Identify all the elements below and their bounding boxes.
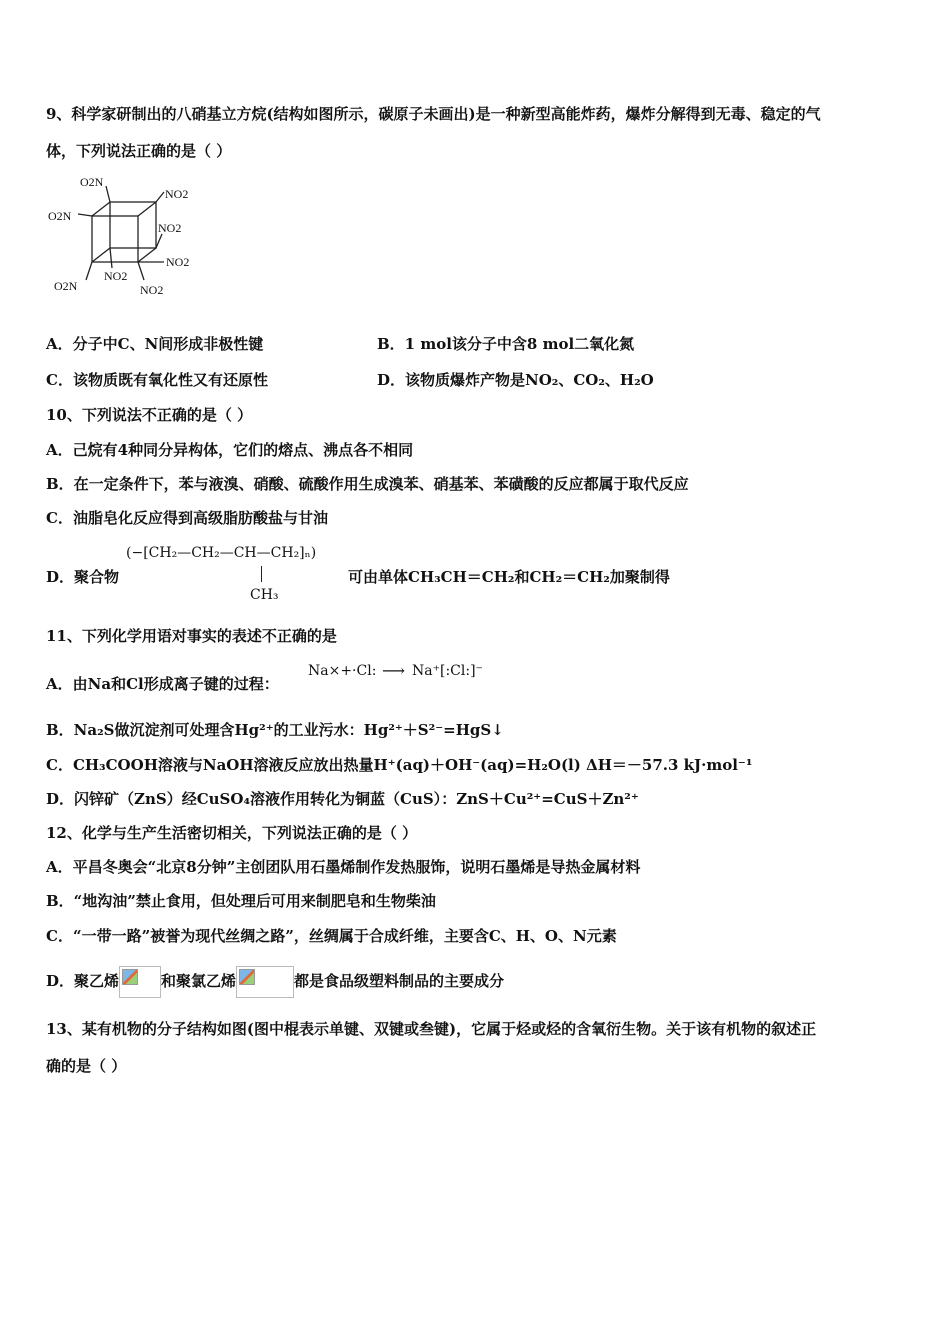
q13-stem-line1: 13、某有机物的分子结构如图(图中棍表示单键、双键或叁键)，它属于烃或烃的含氧衍生物。关于该有机物的叙述正: [46, 1020, 817, 1038]
q10-option-d-suffix: 可由单体CH₃CH＝CH₂和CH₂＝CH₂加聚制得: [348, 568, 670, 586]
q12-d-part2: 和聚氯乙烯: [161, 972, 237, 990]
q9-option-d: D．该物质爆炸产物是NO₂、CO₂、H₂O: [377, 371, 654, 389]
label-no2-bottom-middle: NO2: [104, 269, 128, 283]
polymer-branch-bond: [261, 566, 262, 582]
q12-option-c: C．“一带一路”被誉为现代丝绸之路”，丝绸属于合成纤维，主要含C、H、O、N元素: [46, 927, 617, 945]
octanitrocubane-structure: [46, 168, 216, 303]
q9-option-b: B．1 mol该分子中含8 mol二氧化氮: [377, 335, 635, 353]
q9-option-a: A．分子中C、N间形成非极性键: [46, 335, 264, 353]
q11-option-b: B．Na₂S做沉淀剂可处理含Hg²⁺的工业污水：Hg²⁺＋S²⁻=HgS↓: [46, 721, 504, 739]
q9-stem-line1: 9、科学家研制出的八硝基立方烷(结构如图所示，碳原子未画出)是一种新型高能炸药，爆炸分解得到无毒、稳定的气: [46, 105, 821, 123]
q12-option-d: [46, 963, 504, 999]
label-no2-bottom-right: NO2: [140, 283, 164, 297]
q12-d-part3: 都是食品级塑料制品的主要成分: [294, 972, 505, 990]
q10-option-c: C．油脂皂化反应得到高级脂肪酸盐与甘油: [46, 509, 328, 527]
label-o2n-bottom-left: O2N: [54, 279, 78, 293]
polyethylene-image: [119, 966, 161, 998]
q12-option-b: B．“地沟油”禁止食用，但处理后可用来制肥皂和生物柴油: [46, 892, 436, 910]
q11-option-a-prefix: A．由Na和Cl形成离子键的过程：: [46, 675, 279, 693]
label-no2-top-right: NO2: [165, 187, 189, 201]
q12-stem: 12、化学与生产生活密切相关，下列说法正确的是（ ）: [46, 824, 418, 842]
q12-option-a: A．平昌冬奥会“北京8分钟”主创团队用石墨烯制作发热服饰，说明石墨烯是导热金属材料: [46, 858, 641, 876]
label-o2n-top: O2N: [80, 175, 104, 189]
q13-stem-line2: 确的是（ ）: [46, 1057, 127, 1075]
formula-reactants: Na×+·Cl:: [308, 663, 377, 679]
q9-option-c: C．该物质既有氧化性又有还原性: [46, 371, 268, 389]
q12-d-part1: D．聚乙烯: [46, 972, 120, 990]
polymer-structure: [126, 540, 346, 610]
label-o2n-left: O2N: [48, 209, 72, 223]
label-no2-lower-right: NO2: [166, 255, 190, 269]
ionic-bond-formula: [308, 660, 498, 686]
formula-products: Na⁺[:Cl:]⁻: [412, 663, 483, 679]
pvc-image: [236, 966, 294, 998]
q11-option-d: D．闪锌矿（ZnS）经CuSO₄溶液作用转化为铜蓝（CuS）：ZnS＋Cu²⁺=CuS＋Zn²⁺: [46, 790, 639, 808]
q11-stem: 11、下列化学用语对事实的表述不正确的是: [46, 627, 337, 645]
arrow-icon: ⟶: [382, 661, 405, 680]
label-no2-right: NO2: [158, 221, 182, 235]
polymer-main-chain: (−[CH₂—CH₂—CH—CH₂]ₙ): [126, 545, 317, 561]
q10-option-d-prefix: D．聚合物: [46, 568, 120, 586]
q11-option-c: C．CH₃COOH溶液与NaOH溶液反应放出热量H⁺(aq)＋OH⁻(aq)=H₂O(l) ΔH＝－57.3 kJ·mol⁻¹: [46, 756, 753, 774]
polymer-branch: CH₃: [250, 587, 279, 603]
q9-stem-line2: 体，下列说法正确的是（ ）: [46, 142, 232, 160]
q10-option-a: A．己烷有4种同分异构体，它们的熔点、沸点各不相同: [46, 441, 414, 459]
q10-option-b: B．在一定条件下，苯与液溴、硝酸、硫酸作用生成溴苯、硝基苯、苯磺酸的反应都属于取代反应: [46, 475, 689, 493]
q10-stem: 10、下列说法不正确的是（ ）: [46, 406, 253, 424]
cube-diagram: [46, 168, 216, 303]
